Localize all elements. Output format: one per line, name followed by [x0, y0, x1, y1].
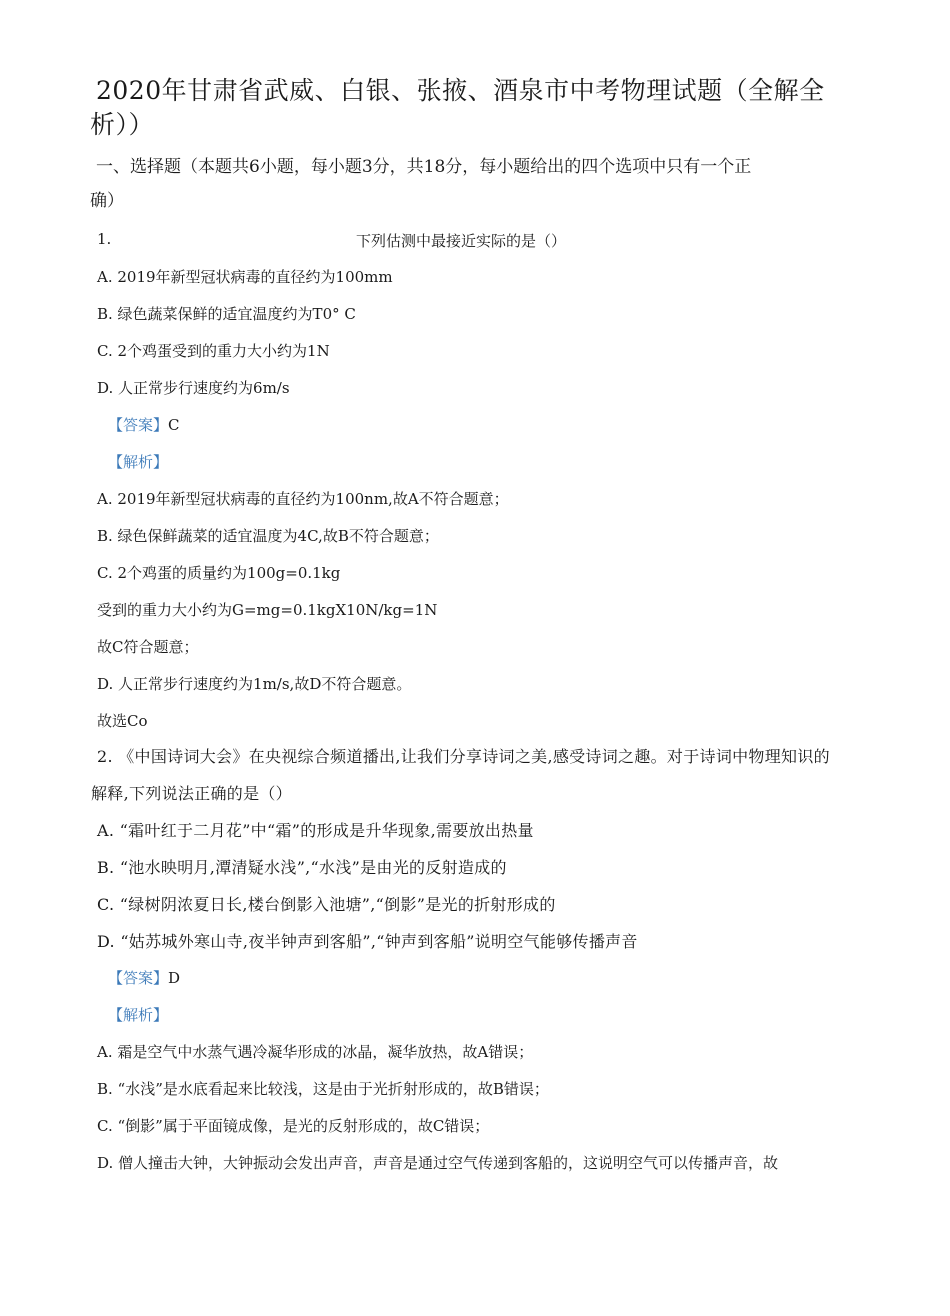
q1-answer-tag: 【答案】	[108, 416, 169, 434]
q1-answer-value: C	[168, 416, 180, 434]
question-2-stem-line-2: 解释,下列说法正确的是（）	[91, 784, 292, 803]
title-line-2: 析））	[90, 110, 155, 139]
q2-analysis-line: C. “倒影”属于平面镜成像，是光的反射形成的，故C错误；	[97, 1117, 490, 1135]
q1-analysis-line: D. 人正常步行速度约为1m/s,故D不符合题意。	[97, 675, 412, 693]
section-heading-line-1: 一、选择题（本题共6小题，每小题3分，共18分，每小题给出的四个选项中只有一个正	[96, 157, 752, 177]
q1-option-b: B. 绿色蔬菜保鲜的适宜温度约为T0° C	[97, 305, 356, 323]
section-heading-line-2: 确）	[90, 191, 124, 211]
title-line-1: 2020年甘肃省武威、白银、张掖、酒泉市中考物理试题（全解全	[96, 76, 825, 105]
q1-option-c: C. 2个鸡蛋受到的重力大小约为1N	[97, 342, 330, 360]
q1-analysis-tag: 【解析】	[108, 453, 169, 471]
section-heading	[90, 150, 876, 218]
question-1-number: 1.	[97, 230, 112, 248]
question-2-stem-line-1: 2. 《中国诗词大会》在央视综合频道播出,让我们分享诗词之美,感受诗词之趣。对于诗词中物理知识的	[97, 747, 830, 766]
question-1-stem: 下列估测中最接近实际的是（）	[356, 232, 567, 250]
q2-analysis-tag: 【解析】	[108, 1006, 169, 1024]
q1-conclusion: 故选Co	[97, 712, 148, 730]
q2-option-b: B. “池水映明月,潭清疑水浅”,“水浅”是由光的反射造成的	[97, 858, 507, 877]
q2-analysis-line: D. 僧人撞击大钟，大钟振动会发出声音，声音是通过空气传递到客船的，这说明空气可以传播声音，故	[97, 1154, 779, 1172]
q1-analysis-line: 受到的重力大小约为G=mg=0.1kgX10N/kg=1N	[97, 601, 438, 619]
q2-option-a: A. “霜叶红于二月花”中“霜”的形成是升华现象,需要放出热量	[97, 821, 534, 840]
q2-answer-tag: 【答案】	[108, 969, 169, 987]
q1-analysis-line: B. 绿色保鲜蔬菜的适宜温度为4C,故B不符合题意；	[97, 527, 439, 545]
q2-option-d: D. “姑苏城外寒山寺,夜半钟声到客船”,“钟声到客船”说明空气能够传播声音	[97, 932, 638, 951]
q2-answer	[108, 968, 180, 988]
q1-analysis-line: 故C符合题意；	[97, 638, 199, 656]
q2-answer-value: D	[168, 969, 181, 987]
document-title	[90, 74, 826, 142]
q1-answer	[108, 415, 180, 435]
q1-analysis-line: C. 2个鸡蛋的质量约为100g=0.1kg	[97, 564, 341, 582]
q2-analysis-line: A. 霜是空气中水蒸气遇冷凝华形成的冰晶，凝华放热，故A错误；	[97, 1043, 534, 1061]
q1-option-a: A. 2019年新型冠状病毒的直径约为100mm	[97, 268, 393, 286]
q2-option-c: C. “绿树阴浓夏日长,楼台倒影入池塘”,“倒影”是光的折射形成的	[97, 895, 556, 914]
q2-analysis-line: B. “水浅”是水底看起来比较浅，这是由于光折射形成的，故B错误；	[97, 1080, 549, 1098]
q1-analysis-line: A. 2019年新型冠状病毒的直径约为100nm,故A不符合题意；	[97, 490, 509, 508]
q1-option-d: D. 人正常步行速度约为6m/s	[97, 379, 290, 397]
